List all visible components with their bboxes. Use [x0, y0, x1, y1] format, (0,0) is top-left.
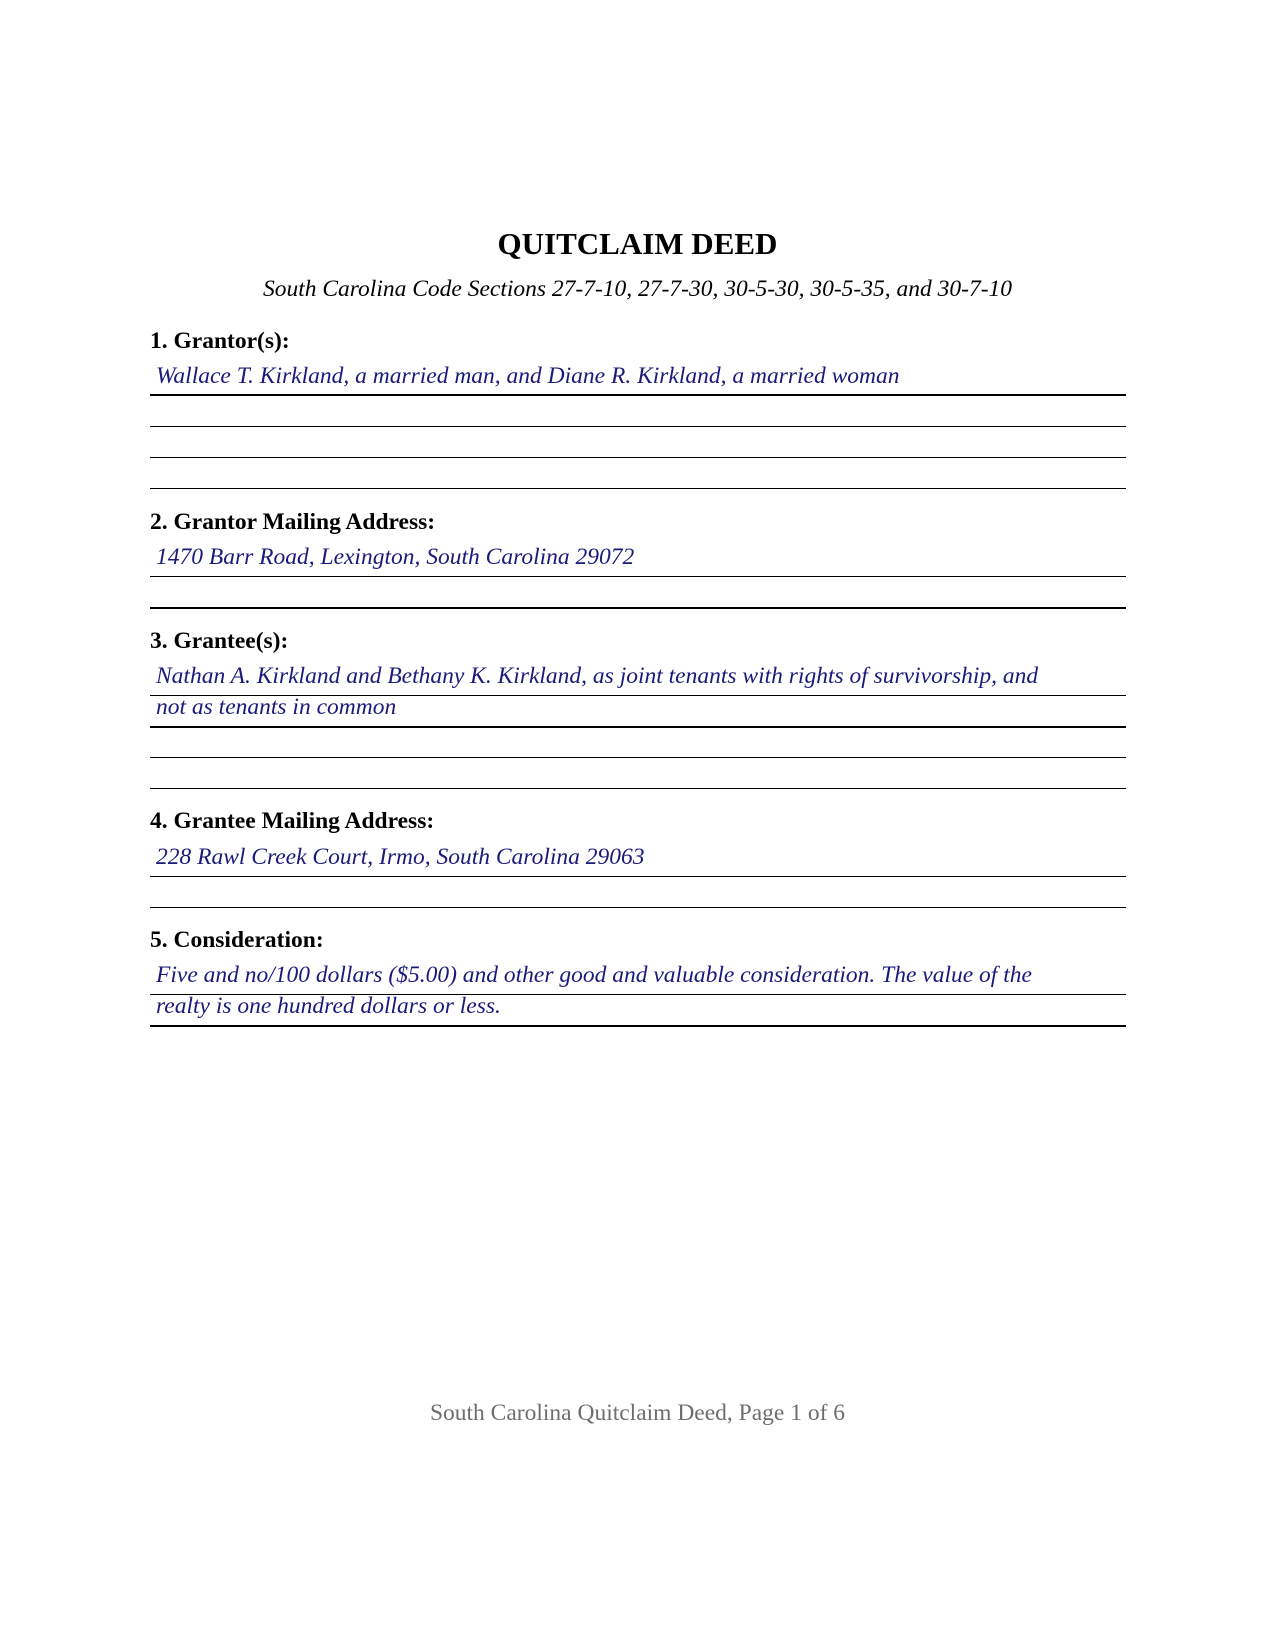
grantee-address-rule-2 [150, 907, 1126, 908]
grantor-address-label: 2. Grantor Mailing Address: [150, 509, 436, 535]
grantee-value-line-1[interactable]: Nathan A. Kirkland and Bethany K. Kirkland, as joint tenants with rights of survivorship, and [156, 663, 1039, 689]
grantee-address-label: 4. Grantee Mailing Address: [150, 808, 435, 834]
document-title: QUITCLAIM DEED [497, 226, 778, 261]
consideration-rule-2 [150, 1025, 1126, 1027]
grantee-rule-2 [150, 726, 1126, 728]
grantor-address-value-line-1[interactable]: 1470 Barr Road, Lexington, South Carolina 29072 [156, 544, 635, 570]
grantee-rule-4 [150, 788, 1126, 789]
page-footer: South Carolina Quitclaim Deed, Page 1 of 6 [429, 1400, 846, 1426]
consideration-value-line-2[interactable]: realty is one hundred dollars or less. [156, 993, 501, 1019]
grantor-rule-4 [150, 488, 1126, 489]
consideration-value-line-1[interactable]: Five and no/100 dollars ($5.00) and other good and valuable consideration. The value of the [156, 962, 1032, 988]
grantor-rule-2 [150, 426, 1126, 427]
grantor-value-line-1[interactable]: Wallace T. Kirkland, a married man, and Diane R. Kirkland, a married woman [156, 363, 900, 389]
grantee-rule-3 [150, 757, 1126, 758]
grantee-value-line-2[interactable]: not as tenants in common [156, 694, 397, 720]
grantor-rule-3 [150, 457, 1126, 458]
statute-subtitle: South Carolina Code Sections 27-7-10, 27-7-30, 30-5-30, 30-5-35, and 30-7-10 [262, 276, 1013, 302]
grantor-rule-1 [150, 394, 1126, 396]
grantor-address-rule-1 [150, 576, 1126, 577]
grantee-label: 3. Grantee(s): [150, 628, 289, 654]
consideration-label: 5. Consideration: [150, 927, 324, 953]
grantee-address-value-line-1[interactable]: 228 Rawl Creek Court, Irmo, South Carolina 29063 [156, 844, 645, 870]
grantor-address-rule-2 [150, 607, 1126, 609]
grantor-label: 1. Grantor(s): [150, 328, 290, 354]
grantee-address-rule-1 [150, 876, 1126, 877]
